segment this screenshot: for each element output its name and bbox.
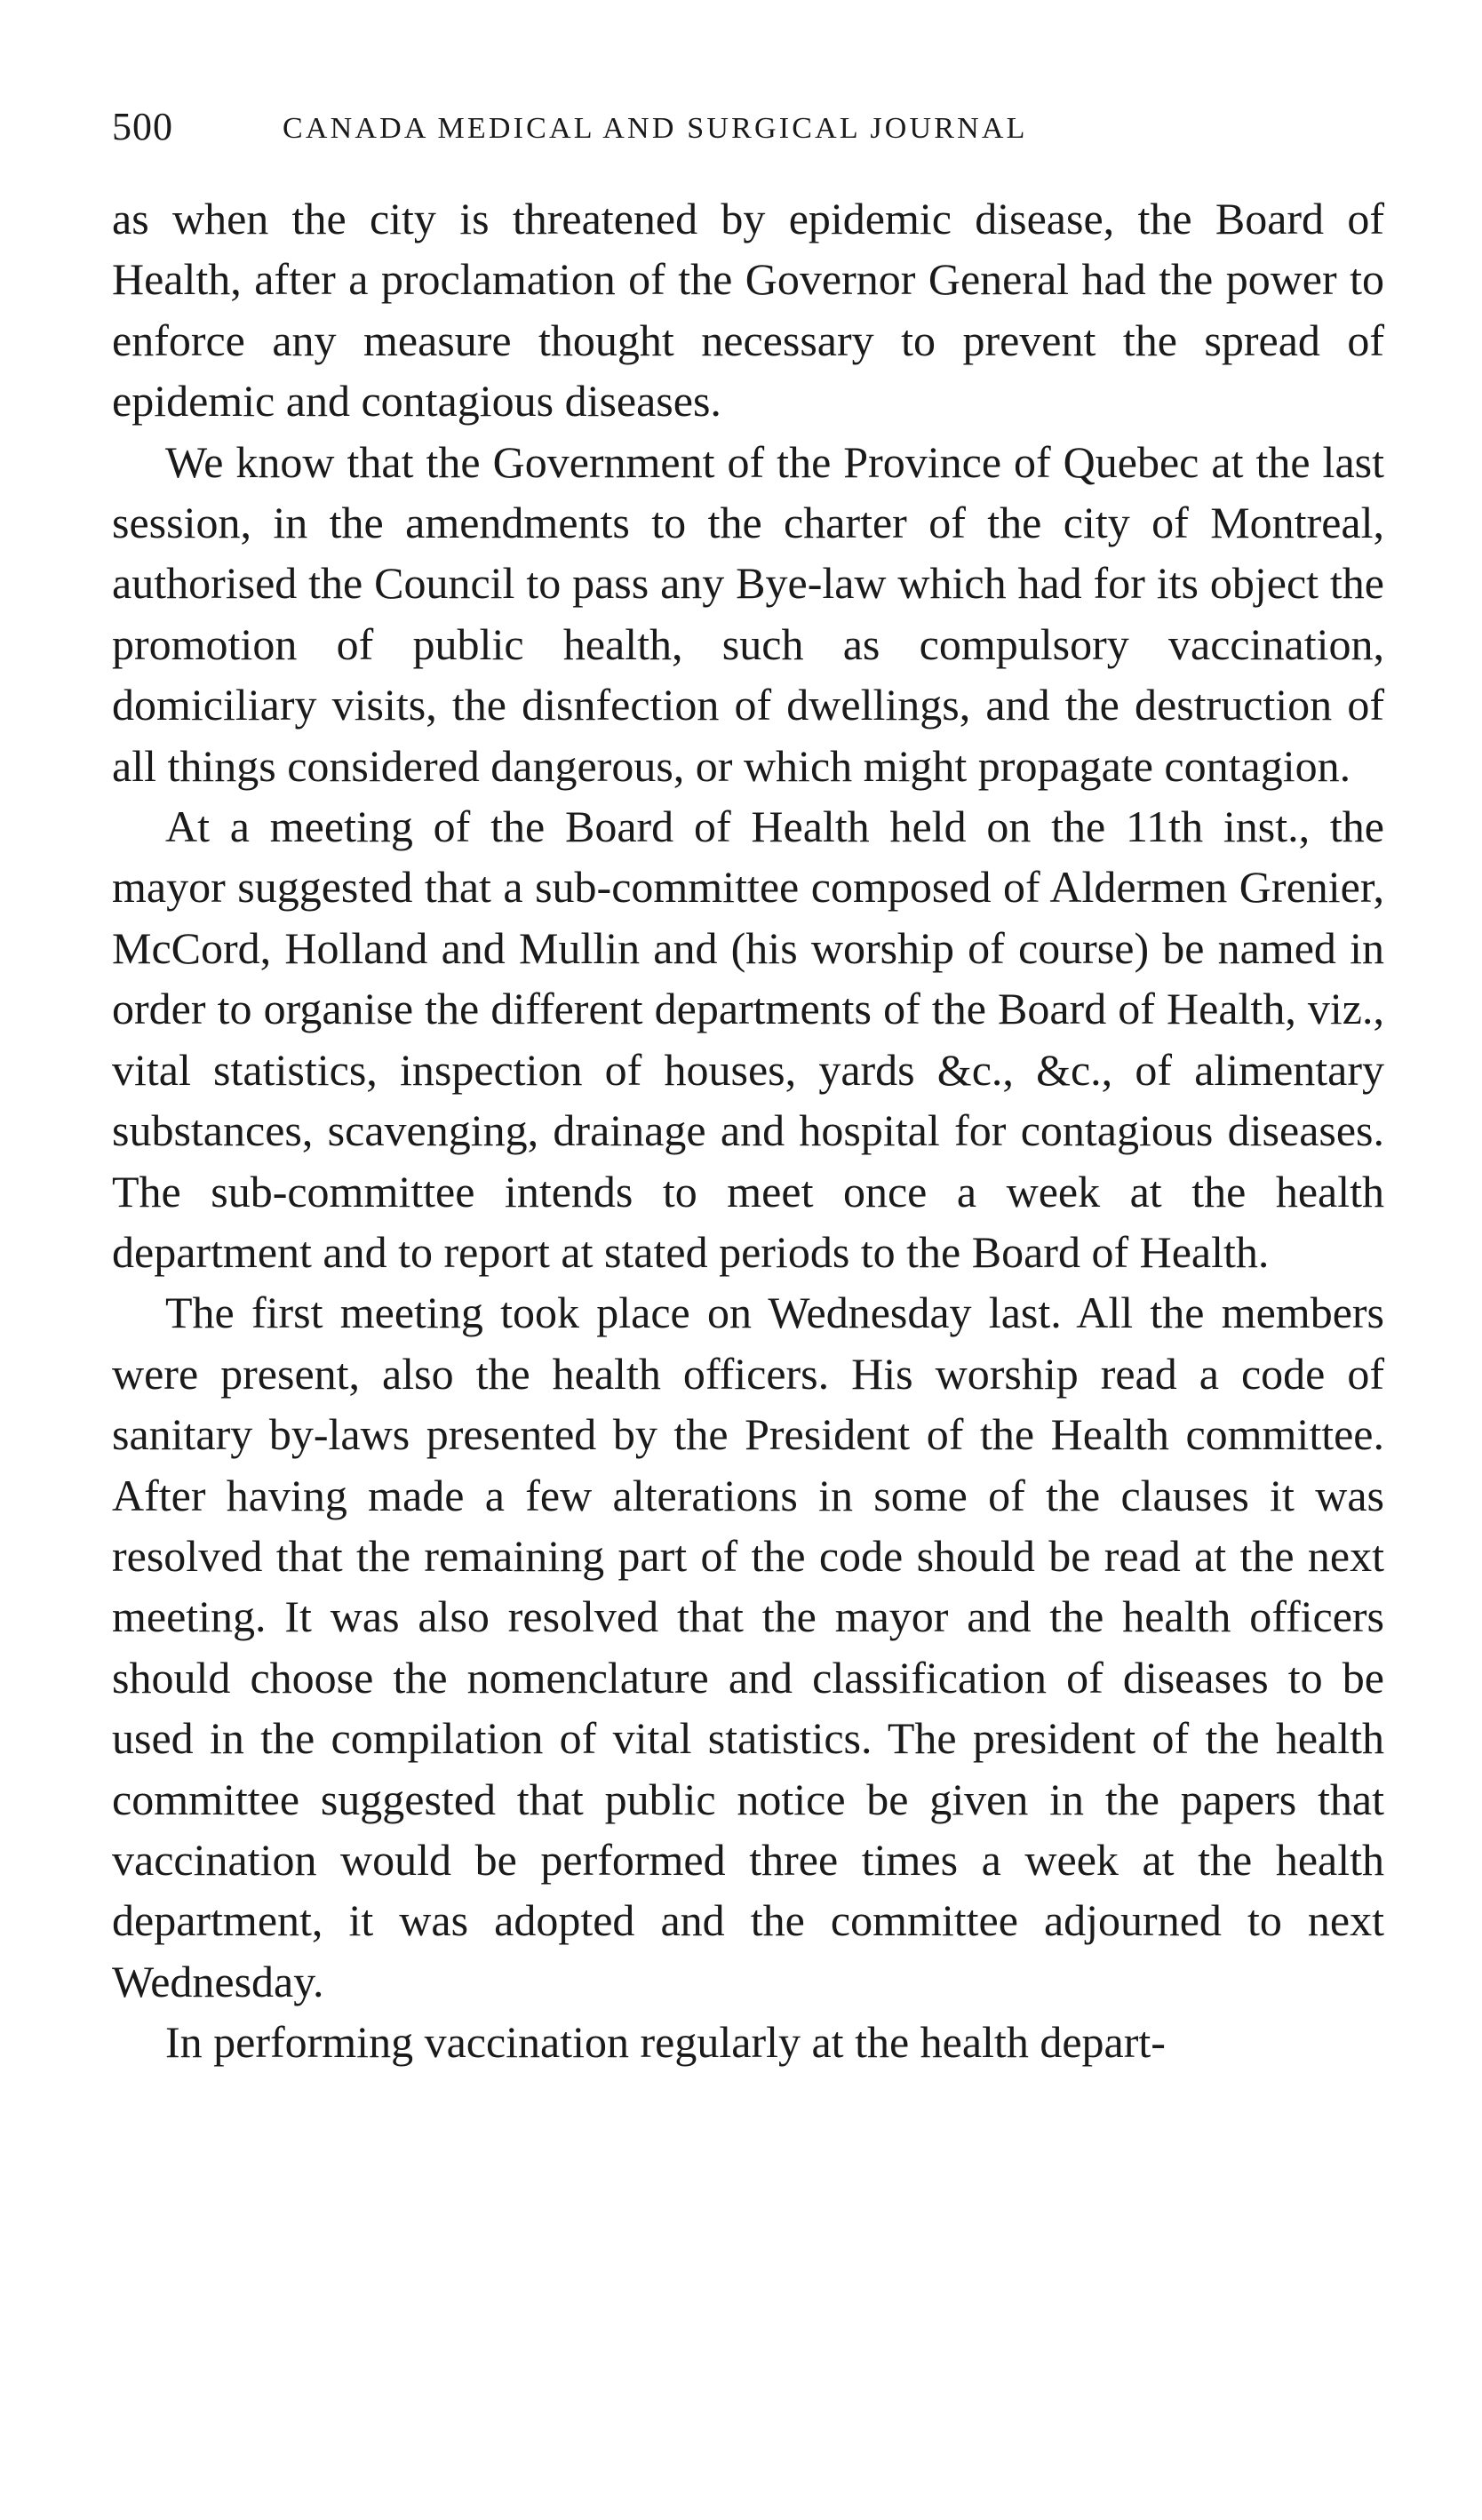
paragraph-continued: as when the city is threatened by epidemic disease, the Board of Health, after a proclamation of the Governor General had the power to enforce any measure thought necessary to prevent the spread of epidemic and contagious diseases. <box>112 194 1384 427</box>
paragraph-vaccination: In performing vaccination regularly at the health depart- <box>165 2017 1166 2068</box>
article-body <box>112 188 1384 2073</box>
paragraph-board-meeting: At a meeting of the Board of Health held on the 11th inst., the mayor suggested that a sub-committee composed of Aldermen Grenier, McCord, Holland and Mullin and (his worship of course) be named in order to organise the different departments of the Board of Health, viz., vital statistics, inspection of houses, yards &c., &c., of alimentary substances, scavenging, drainage and hospital for contagious diseases. The sub-committee intends to meet once a week at the health department and to report at stated periods to the Board of Health. <box>112 801 1384 1277</box>
paragraph-first-meeting: The first meeting took place on Wednesday last. All the members were present, also the health officers. His worship read a code of sanitary by-laws presented by the President of the Health committee. After having made a few alterations in some of the clauses it was resolved that the remaining part of the code should be read at the next meeting. It was also resolved that the mayor and the health officers should choose the nomenclature and classification of diseases to be used in the compilation of vital statistics. The president of the health committee suggested that public notice be given in the papers that vaccination would be performed three times a week at the health department, it was adopted and the committee adjourned to next Wednesday. <box>112 1288 1384 2006</box>
running-head <box>112 96 1400 158</box>
page-number: 500 <box>112 105 173 148</box>
paragraph-government-quebec: We know that the Government of the Province of Quebec at the last session, in the amendments to the charter of the city of Montreal, authorised the Council to pass any Bye-law which had for its object the promotion of public health, such as compulsory vaccination, domiciliary visits, the disnfection of dwellings, and the destruction of all things considered dangerous, or which might propagate contagion. <box>112 436 1384 791</box>
journal-title: CANADA MEDICAL AND SURGICAL JOURNAL <box>283 112 1028 145</box>
